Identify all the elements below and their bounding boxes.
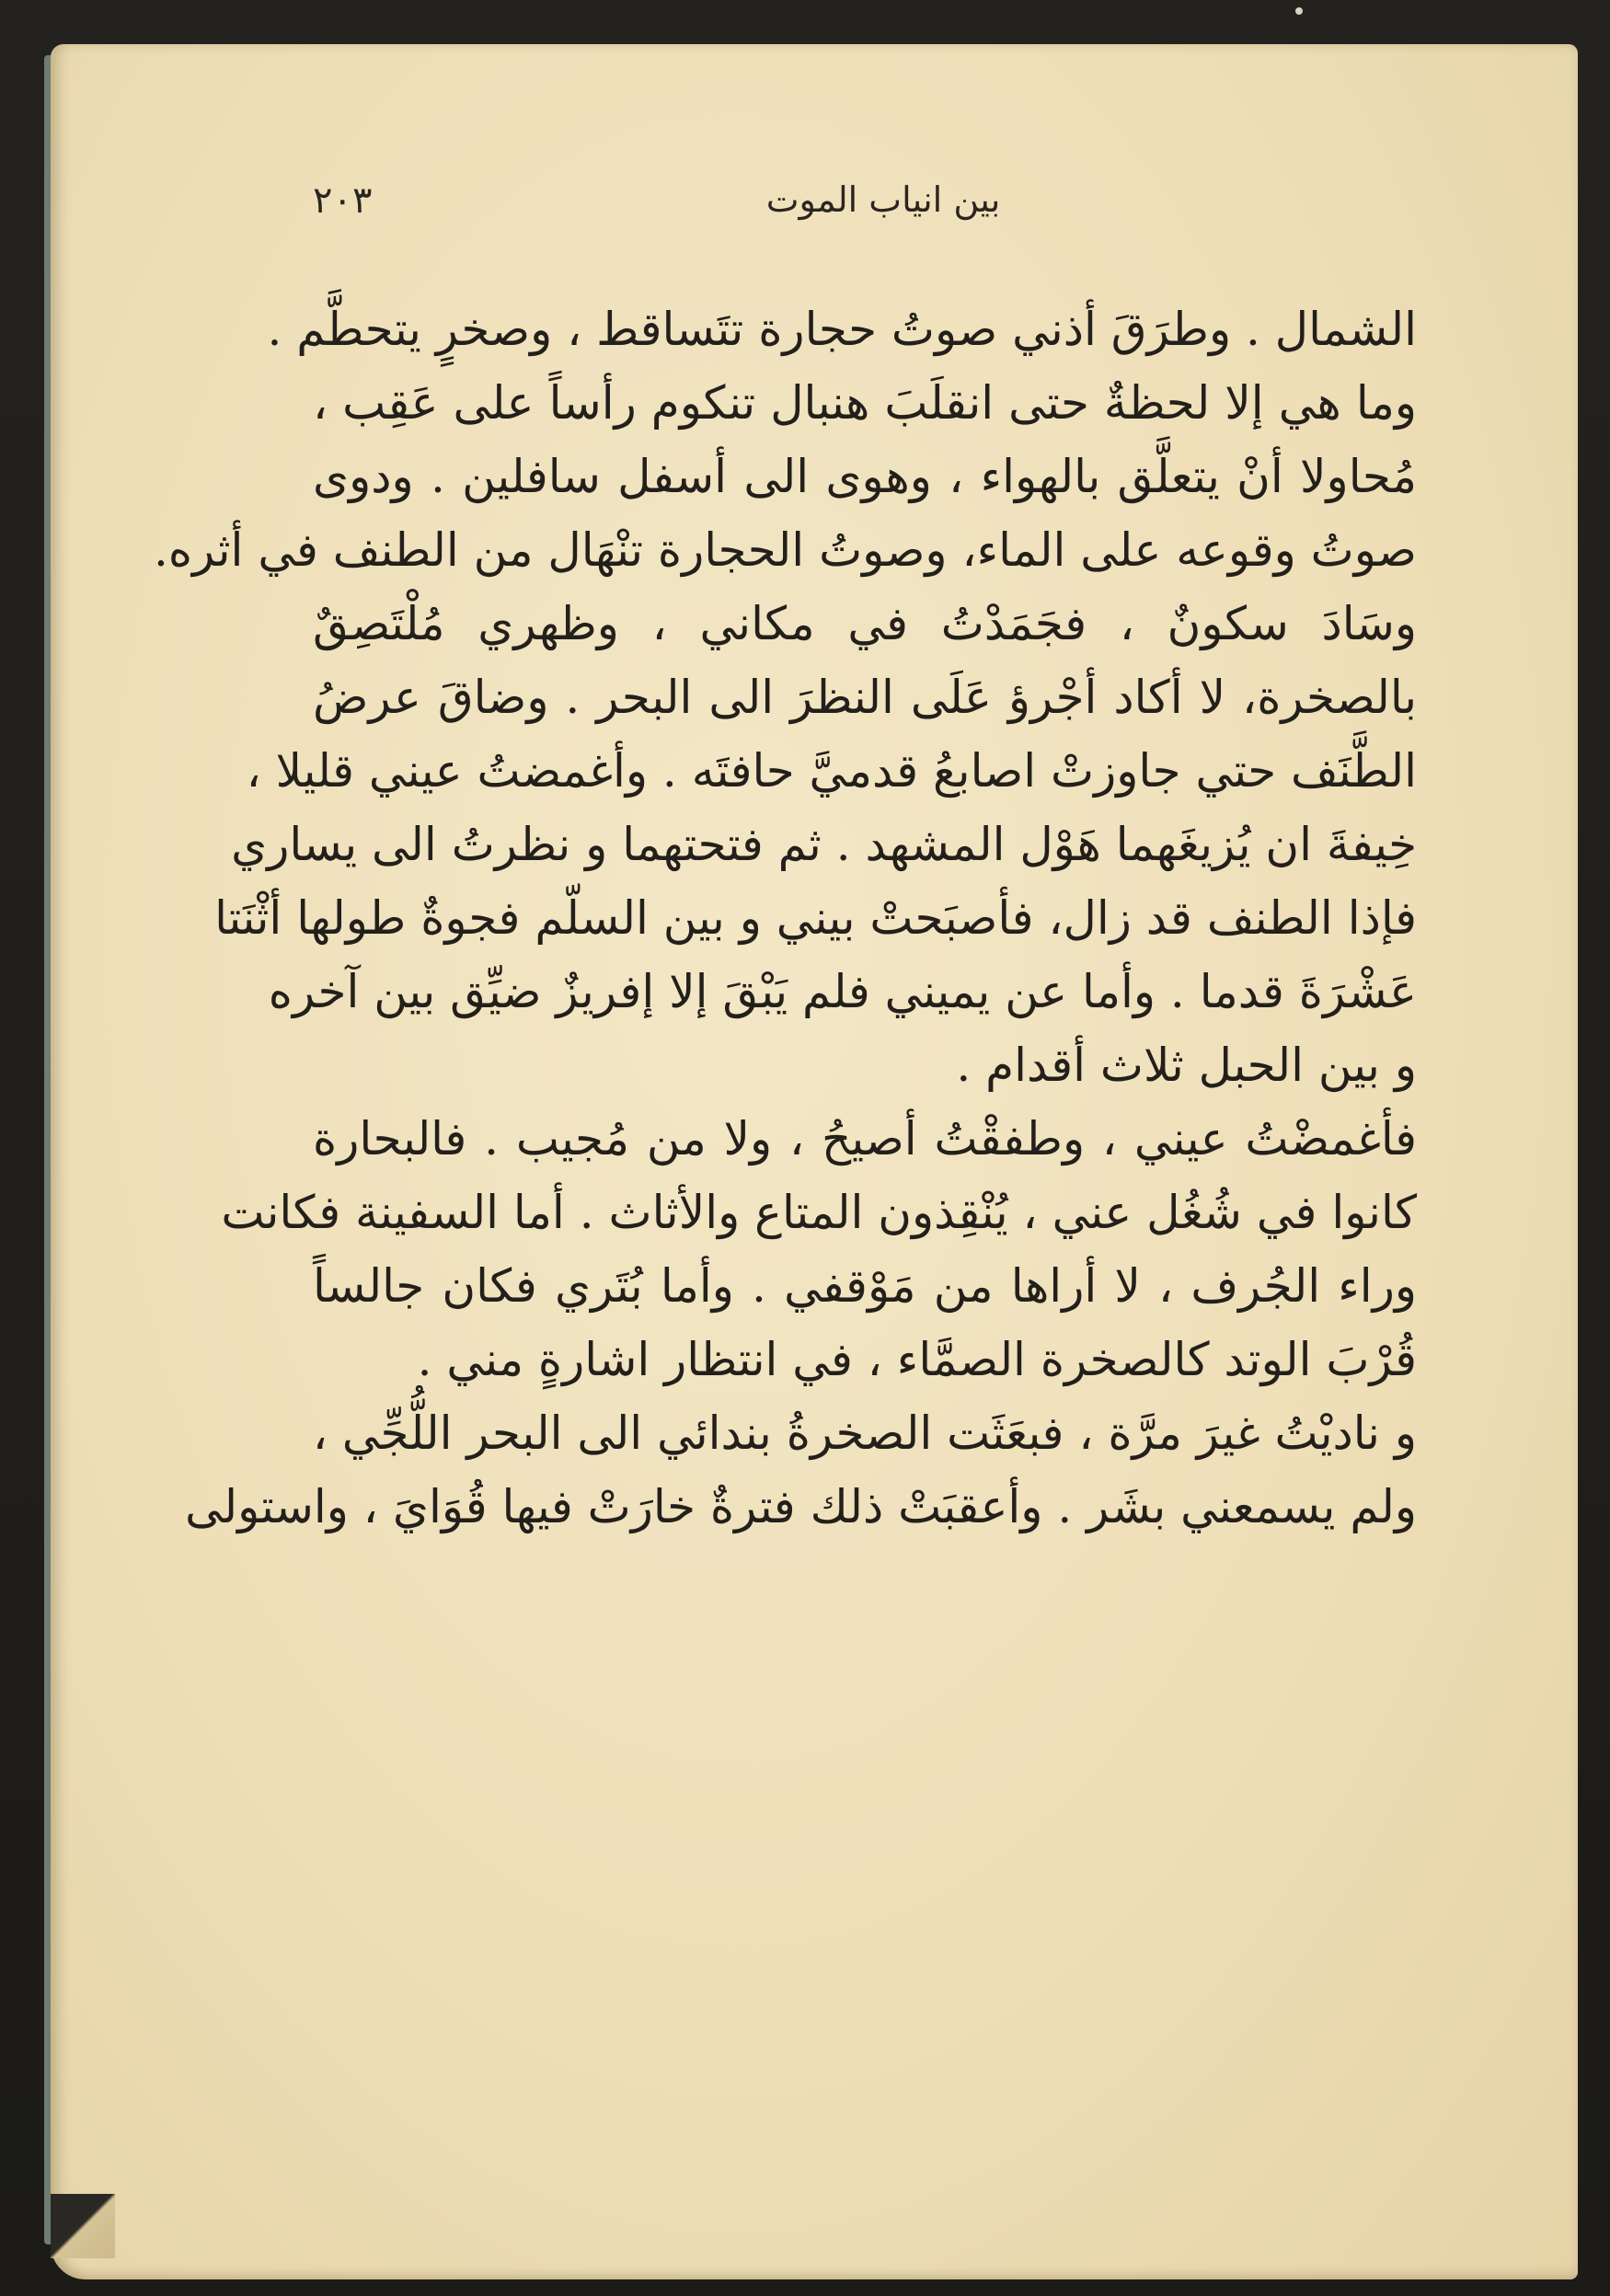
text-line: وما هي إلا لحظةٌ حتى انقلَبَ هنبال تنكوم رأساً على عَقِب ، [313,376,1417,430]
text-line: وراء الجُرف ، لا أراها من مَوْقفي . وأما بُتَري فكان جالساً [313,1259,1417,1313]
running-title: بين انياب الموت [765,179,1001,220]
text-line: و بين الحبل ثلاث أقدام . [956,1039,1417,1092]
speck [1295,7,1303,15]
text-line: وسَادَ سكونٌ ، فجَمَدْتُ في مكاني ، وظهري مُلْتَصِقٌ [313,597,1417,650]
body-text [153,293,1417,1544]
text-line: ولم يسمعني بشَر . وأعقبَتْ ذلك فترةٌ خارَتْ فيها قُوَايَ ، واستولى [185,1480,1417,1533]
text-line: صوتُ وقوعه على الماء، وصوتُ الحجارة تنْهَال من الطنف في أثره. [153,523,1417,577]
text-line: و ناديْتُ غيرَ مرَّة ، فبعَثَت الصخرةُ بندائي الى البحر اللُّجِّي ، [312,1406,1417,1460]
page-number: ٢٠٣ [313,179,373,222]
text-line: خِيفةَ ان يُزيغَهما هَوْل المشهد . ثم فتحتهما و نظرتُ الى يساري [231,818,1417,871]
text-line: بالصخرة، لا أكاد أجْرؤ عَلَى النظرَ الى البحر . وضاقَ عرضُ [313,671,1417,724]
text-line: كانوا في شُغُل عني ، يُنْقِذون المتاع والأثاث . أما السفينة فكانت [221,1186,1417,1239]
folded-corner [51,2194,115,2258]
text-line: فأغمضْتُ عيني ، وطفقْتُ أصيحُ ، ولا من مُجيب . فالبحارة [313,1112,1417,1165]
text-line: مُحاولا أنْ يتعلَّق بالهواء ، وهوى الى أسفل سافلين . ودوى [313,450,1417,503]
text-line: الشمال . وطرَقَ أذني صوتُ حجارة تتَساقط ، وصخرٍ يتحطَّم . [267,303,1417,356]
text-line: قُرْبَ الوتد كالصخرة الصمَّاء ، في انتظار اشارةٍ مني . [417,1333,1417,1386]
text-line: الطَّنَف حتي جاوزتْ اصابعُ قدميَّ حافتَه . وأغمضتُ عيني قليلا ، [246,744,1417,798]
text-line: فإذا الطنف قد زال، فأصبَحتْ بيني و بين السلّم فجوةٌ طولها أثْنَتا [214,891,1417,945]
page-header [313,179,1417,235]
text-line: عَشْرَةَ قدما . وأما عن يميني فلم يَبْقَ إلا إفريزٌ ضيِّق بين آخره [268,965,1417,1018]
